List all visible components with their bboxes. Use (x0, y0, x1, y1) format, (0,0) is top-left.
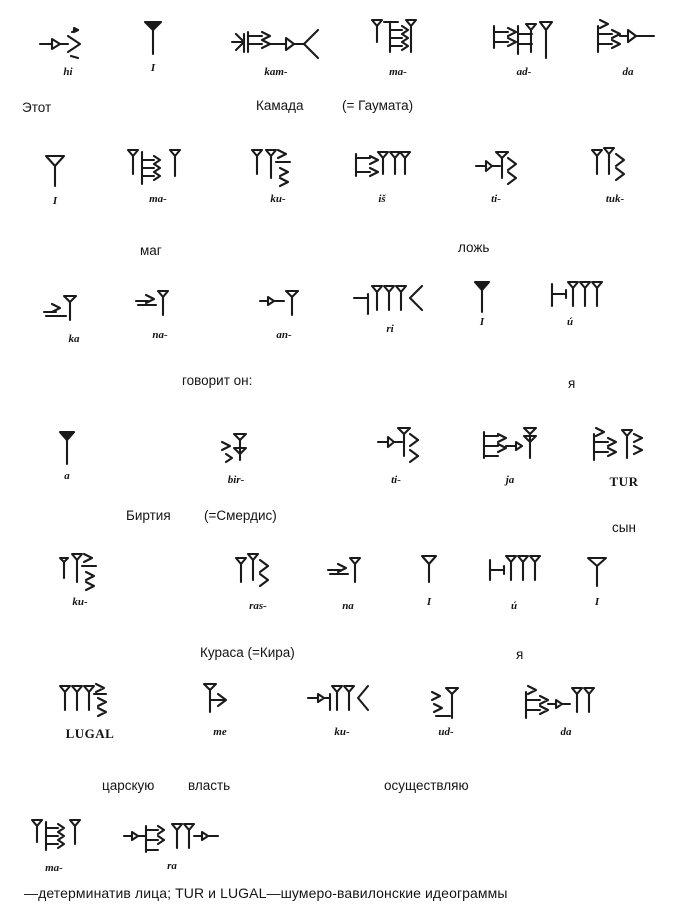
translit-ku-3: ku- (334, 726, 350, 738)
translit-ra: ra (167, 860, 177, 872)
cuneiform-sign-ku (250, 144, 300, 188)
translit-na: na- (152, 329, 168, 341)
gloss-kamada: Камада (256, 98, 304, 113)
gloss-govorit-on: говорит он: (182, 373, 253, 388)
gloss-ya-2: я (516, 647, 524, 662)
cuneiform-sign-ad (490, 18, 556, 62)
translit-bir: bir- (227, 474, 245, 486)
translit-da: da (622, 66, 634, 78)
translit-da-2: da (560, 726, 572, 738)
gloss-mag: маг (140, 243, 162, 258)
cuneiform-sign-ud (422, 682, 472, 726)
translit-I-3: I (479, 316, 485, 328)
cuneiform-sign-ra (122, 818, 222, 862)
translit-an: an- (276, 329, 292, 341)
cuneiform-sign-ku (306, 680, 372, 724)
cuneiform-sign-ti (474, 148, 524, 192)
cuneiform-sign-ma (368, 16, 418, 60)
translit-ud: ud- (438, 726, 454, 738)
gloss-birtiya: Биртия (126, 508, 171, 523)
translit-ti-2: ti- (391, 474, 401, 486)
cuneiform-sign-lugal (58, 680, 118, 724)
translit-LUGAL: LUGAL (65, 726, 115, 741)
translit-ri: ri (386, 323, 394, 335)
cuneiform-sign-ri (352, 280, 428, 324)
cuneiform-sign-tur (590, 424, 656, 468)
translit-ku-2: ku- (72, 596, 88, 608)
cuneiform-sign-me (196, 680, 246, 724)
translit-u: ú (566, 316, 574, 328)
translit-tuk: tuk- (605, 193, 625, 205)
cuneiform-sign-da (594, 16, 660, 60)
translit-ma: ma- (389, 66, 407, 78)
cuneiform-sign-u (548, 276, 608, 320)
translit-ti: ti- (491, 193, 501, 205)
cuneiform-sign-tuk (590, 144, 640, 188)
cuneiform-sign-person-determinative (572, 552, 622, 596)
gloss-gaumata: (= Гаумата) (342, 98, 414, 113)
cuneiform-sign-hi (38, 20, 88, 64)
gloss-osushchestvlyayu: осуществляю (384, 778, 469, 793)
translit-I-2: I (52, 195, 58, 207)
cuneiform-sign-person-determinative (404, 550, 454, 594)
translit-na-2: na (342, 600, 354, 612)
translit-ka: ka (68, 333, 80, 345)
gloss-lozh: ложь (458, 240, 490, 255)
cuneiform-sign-a (42, 428, 92, 472)
cuneiform-sign-da (522, 682, 602, 726)
cuneiform-sign-ka (42, 288, 92, 332)
gloss-ya-1: я (568, 376, 576, 391)
cuneiform-sign-ti (376, 424, 426, 468)
gloss-etot: Этот (22, 100, 52, 115)
translit-ku: ku- (270, 193, 286, 205)
gloss-kurasa: Кураса (=Кира) (200, 645, 295, 660)
cuneiform-sign-ras (234, 550, 284, 594)
cuneiform-sign-person-determinative (128, 16, 178, 60)
translit-ja: ja (505, 474, 515, 486)
cuneiform-sign-ma (30, 816, 90, 860)
translit-I-5: I (594, 596, 600, 608)
translit-TUR: TUR (609, 474, 639, 489)
translit-a: a (64, 470, 70, 482)
translit-me: me (213, 726, 227, 738)
gloss-vlast: власть (188, 778, 231, 793)
cuneiform-sign-ku (58, 548, 108, 592)
gloss-syn: сын (612, 520, 636, 535)
cuneiform-sign-na (326, 552, 376, 596)
footnote: —детерминатив лица; TUR и LUGAL—шумеро-вавилонские идеограммы (24, 885, 508, 901)
cuneiform-sign-ma (126, 146, 186, 190)
cuneiform-sign-na (134, 285, 184, 329)
cuneiform-sign-person-determinative (30, 148, 80, 192)
translit-ma-3: ma- (45, 862, 63, 874)
translit-ras: ras- (249, 600, 267, 612)
translit-I-1: I (150, 62, 156, 74)
translit-is: iš (378, 193, 386, 205)
translit-hi: hi (63, 66, 73, 78)
cuneiform-sign-kam (230, 20, 322, 64)
cuneiform-sign-is (352, 146, 412, 190)
cuneiform-sign-u (486, 550, 546, 594)
cuneiform-sign-bir (212, 428, 262, 472)
translit-I-4: I (426, 596, 432, 608)
translit-kam: kam- (264, 66, 288, 78)
translit-u-2: ú (510, 600, 518, 612)
gloss-smerdis: (=Смердис) (204, 508, 277, 523)
translit-ad: ad- (516, 66, 532, 78)
cuneiform-sign-an (258, 285, 308, 329)
translit-ma-2: ma- (149, 193, 167, 205)
cuneiform-sign-ja (480, 424, 546, 468)
gloss-tsarskuyu: царскую (102, 778, 155, 793)
